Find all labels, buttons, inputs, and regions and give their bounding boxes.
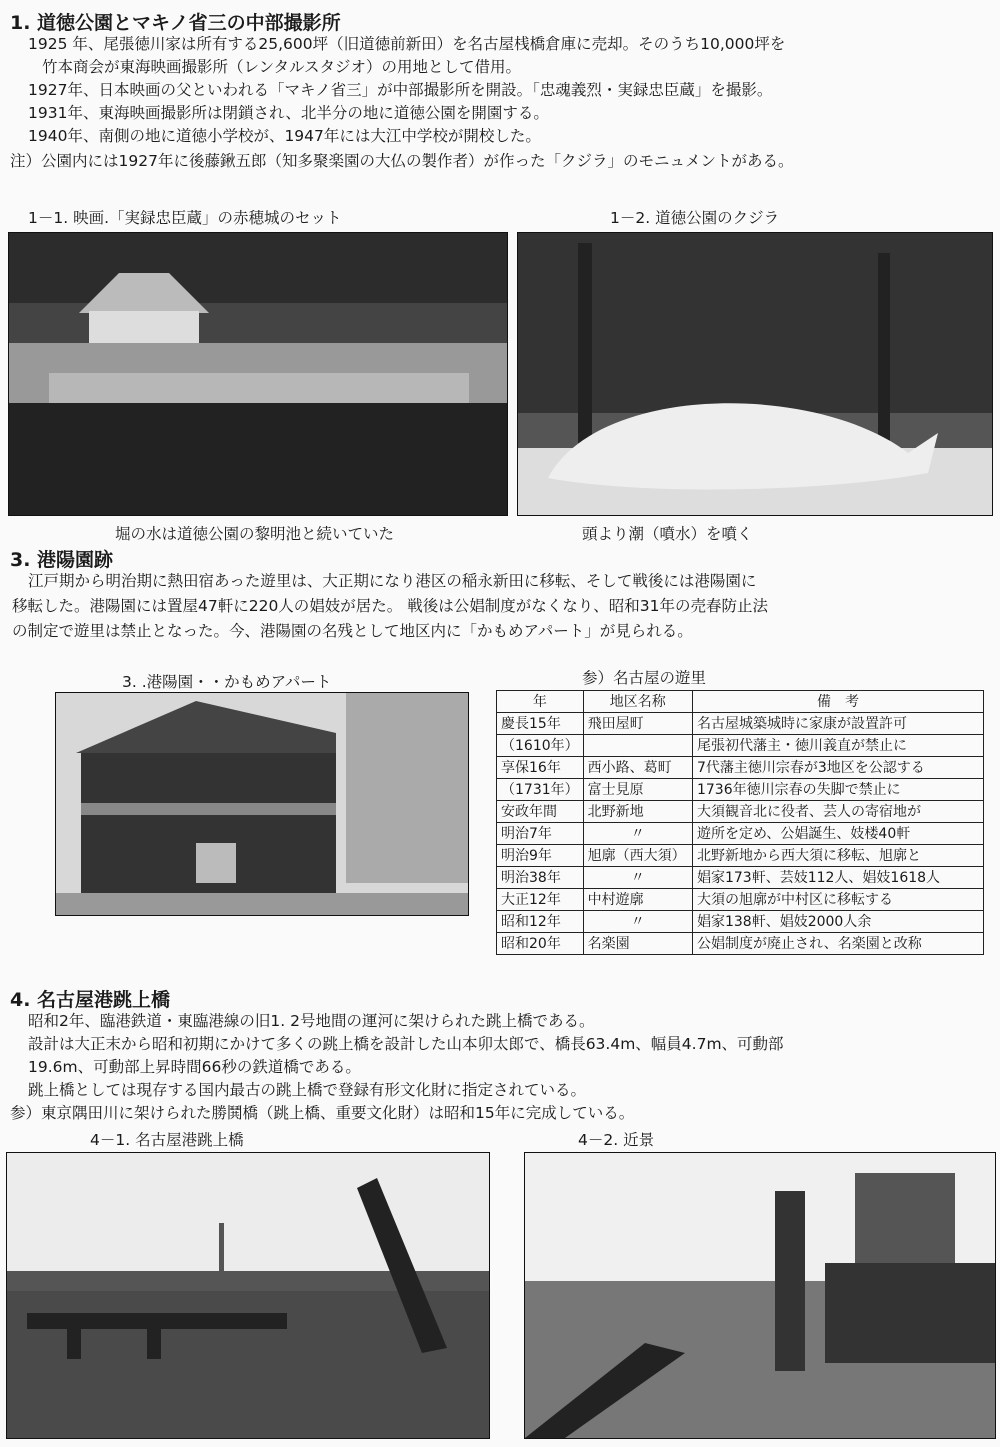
- section1-line: 1925 年、尾張徳川家は所有する25,600坪（旧道徳前新田）を名古屋桟橋倉庫に売却。そのうち10,000坪を: [28, 35, 786, 53]
- section4-line: 昭和2年、臨港鉄道・東臨港線の旧1. 2号地間の運河に架けられた跳上橋である。: [28, 1012, 595, 1030]
- photo-title-closeup: 4－2. 近景: [578, 1131, 655, 1149]
- table-row: 明治7年 〃 遊所を定め、公娼誕生、妓楼40軒: [497, 823, 984, 845]
- photo-whale-monument: [517, 232, 993, 516]
- yuri-table: [496, 690, 984, 955]
- photo-title-whale: 1－2. 道徳公園のクジラ: [610, 209, 780, 227]
- table-row: 明治9年 旭廓（西大須） 北野新地から西大須に移転、旭廓と: [497, 845, 984, 867]
- table-row: （1610年） 尾張初代藩主・徳川義直が禁止に: [497, 735, 984, 757]
- section1-note: 注）公園内には1927年に後藤鍬五郎（知多聚楽園の大仏の製作者）が作った「クジラ」のモニュメントがある。: [10, 152, 794, 170]
- section3-line: 移転した。港陽園には置屋47軒に220人の娼妓が居た。 戦後は公娼制度がなくなり、昭和31年の売春防止法: [12, 597, 768, 615]
- table-row: （1731年） 富士見原 1736年徳川宗春の失脚で禁止に: [497, 779, 984, 801]
- section1-line: 1927年、日本映画の父といわれる「マキノ省三」が中部撮影所を開設。「忠魂義烈・実録忠臣蔵」を撮影。: [28, 81, 773, 99]
- table-row: 安政年間 北野新地 大須観音北に役者、芸人の寄宿地が: [497, 801, 984, 823]
- header-year: 年: [497, 691, 584, 713]
- table-row: 昭和12年 〃 娼家138軒、娼妓2000人余: [497, 911, 984, 933]
- photo-title-ako-castle: 1－1. 映画.「実録忠臣蔵」の赤穂城のセット: [28, 209, 342, 227]
- photo-bridge-closeup: [524, 1152, 996, 1439]
- caption-whale: 頭より潮（噴水）を噴く: [582, 525, 753, 543]
- section1-line: 1940年、南側の地に道徳小学校が、1947年には大江中学校が開校した。: [28, 127, 541, 145]
- section4-line: 19.6m、可動部上昇時間66秒の鉄道橋である。: [28, 1058, 361, 1076]
- table-header-row: [497, 691, 984, 713]
- photo-ako-castle-set: [8, 232, 508, 516]
- section4-line: 跳上橋としては現存する国内最古の跳上橋で登録有形文化財に指定されている。: [28, 1081, 587, 1099]
- table-title: 参）名古屋の遊里: [582, 669, 707, 687]
- table-row: 昭和20年 名楽園 公娼制度が廃止され、名楽園と改称: [497, 933, 984, 955]
- photo-title-bascule-bridge: 4－1. 名古屋港跳上橋: [90, 1131, 244, 1149]
- section4-line: 設計は大正末から昭和初期にかけて多くの跳上橋を設計した山本卯太郎で、橋長63.4m、幅員4.7m、可動部: [28, 1035, 784, 1053]
- table-row: 大正12年 中村遊廓 大須の旭廓が中村区に移転する: [497, 889, 984, 911]
- header-notes: 備 考: [692, 691, 983, 713]
- header-district: 地区名称: [583, 691, 692, 713]
- photo-bascule-bridge: [6, 1152, 490, 1439]
- section4-note: 参）東京隅田川に架けられた勝鬨橋（跳上橋、重要文化財）は昭和15年に完成している。: [10, 1104, 635, 1122]
- section1-heading: 1. 道徳公園とマキノ省三の中部撮影所: [10, 12, 341, 34]
- table-row: 享保16年 西小路、葛町 7代藩主徳川宗春が3地区を公認する: [497, 757, 984, 779]
- section3-line: 江戸期から明治期に熱田宿あった遊里は、大正期になり港区の稲永新田に移転、そして戦後には港陽園に: [28, 572, 757, 590]
- section1-line: 1931年、東海映画撮影所は閉鎖され、北半分の地に道徳公園を開園する。: [28, 104, 549, 122]
- table-row: 慶長15年 飛田屋町 名古屋城築城時に家康が設置許可: [497, 713, 984, 735]
- section4-heading: 4. 名古屋港跳上橋: [10, 989, 171, 1011]
- caption-ako-castle: 堀の水は道徳公園の黎明池と続いていた: [115, 525, 395, 543]
- section3-heading: 3. 港陽園跡: [10, 549, 114, 571]
- photo-kamome-apartment: [55, 692, 469, 916]
- section3-line: の制定で遊里は禁止となった。今、港陽園の名残として地区内に「かもめアパート」が見られる。: [12, 622, 693, 640]
- section1-line: 竹本商会が東海映画撮影所（レンタルスタジオ）の用地として借用。: [42, 58, 522, 76]
- photo-title-kamome: 3. .港陽園・・かもめアパート: [122, 673, 332, 691]
- table-row: 明治38年 〃 娼家173軒、芸妓112人、娼妓1618人: [497, 867, 984, 889]
